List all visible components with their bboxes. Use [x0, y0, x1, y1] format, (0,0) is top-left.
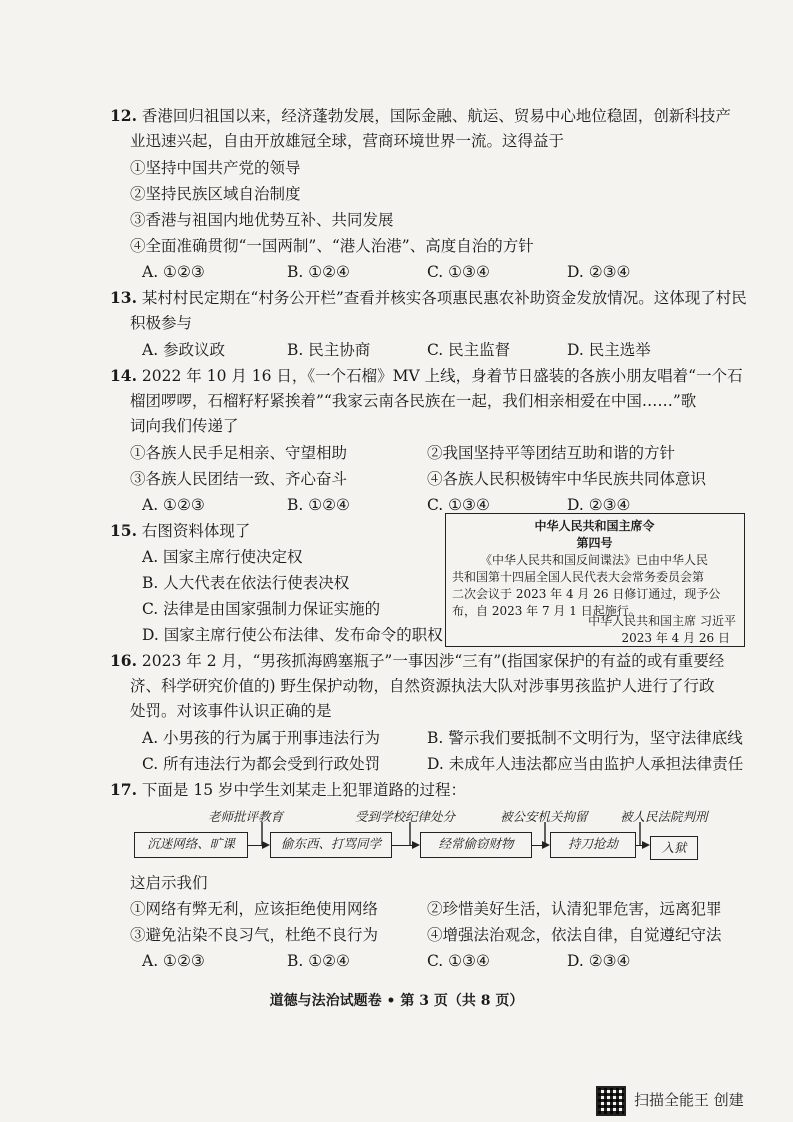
question-16-line-3: 处罚。对该事件认识正确的是 [130, 702, 332, 720]
question-14-statement-1: ①各族人民手足相亲、守望相助 [130, 444, 348, 462]
decree-date: 2023 年 4 月 26 日 [621, 631, 730, 645]
page-footer: 道德与法治试题卷 • 第 3 页（共 8 页） [269, 993, 524, 1009]
question-17-option-d: D. ②③④ [567, 952, 631, 970]
decree-body-line-2: 共和国第十四届全国人民代表大会常务委员会第 [452, 570, 705, 584]
question-17-statement-3: ③避免沾染不良习气，杜绝不良行为 [130, 926, 379, 944]
question-17-statement-2: ②珍惜美好生活，认清犯罪危害，远离犯罪 [427, 900, 722, 918]
question-14-line-2: 榴团啰啰，石榴籽籽紧挨着”“我家云南各民族在一起，我们相亲相爱在中国……”歌 [130, 392, 697, 410]
question-17-option-c: C. ①③④ [427, 952, 490, 970]
question-14-option-c: C. ①③④ [427, 496, 490, 514]
question-15-option-c: C. 法律是由国家强制力保证实施的 [142, 600, 381, 618]
question-number: 12. [110, 106, 137, 125]
question-17-line-2: 这启示我们 [130, 874, 208, 892]
question-14-line-3: 词向我们传递了 [130, 417, 239, 435]
flow-label-court-sentence: 被人民法院判刑 [620, 809, 708, 824]
question-number: 15. [110, 521, 137, 540]
question-12-statement-3: ③香港与祖国内地优势互补、共同发展 [130, 211, 394, 229]
decree-body-line-3: 二次会议于 2023 年 4 月 26 日修订通过，现予公 [452, 587, 721, 601]
flow-step-stealing-fighting: 偷东西、打骂同学 [270, 832, 392, 858]
question-17-option-b: B. ①②④ [287, 952, 350, 970]
question-12-option-d: D. ②③④ [567, 263, 631, 281]
question-12-statement-2: ②坚持民族区域自治制度 [130, 185, 301, 203]
question-16-option-d: D. 未成年人违法都应当由监护人承担法律责任 [427, 755, 744, 773]
question-text: 2023 年 2 月，“男孩抓海鸥塞瓶子”一事因涉“三有”(指国家保护的有益的或有重要经 [141, 652, 725, 670]
flow-label-school-discipline: 受到学校纪律处分 [355, 809, 456, 824]
question-text: 某村村民定期在“村务公开栏”查看并核实各项惠民惠农补助资金发放情况。这体现了村民 [141, 289, 747, 307]
question-12-statement-1: ①坚持中国共产党的领导 [130, 159, 301, 177]
decree-number: 第四号 [576, 536, 613, 550]
question-14-statement-3: ③各族人民团结一致、齐心奋斗 [130, 470, 348, 488]
flow-step-imprisonment: 入狱 [650, 836, 698, 860]
flow-label-teacher-criticism: 老师批评教育 [208, 809, 284, 824]
question-13-option-b: B. 民主协商 [287, 341, 371, 359]
question-14-option-d: D. ②③④ [567, 496, 631, 514]
question-number: 17. [110, 780, 137, 799]
question-17-option-a: A. ①②③ [142, 952, 205, 970]
question-text: 右图资料体现了 [141, 522, 251, 540]
question-12-option-c: C. ①③④ [427, 263, 490, 281]
question-12-line-2: 业迅速兴起，自由开放雄冠全球，营商环境世界一流。这得益于 [130, 132, 565, 150]
question-16-option-b: B. 警示我们要抵制不文明行为，坚守法律底线 [427, 729, 743, 747]
decree-signature: 中华人民共和国主席 习近平 [588, 614, 736, 628]
scanner-watermark: 扫描全能王 创建 [634, 1091, 744, 1109]
question-17-statement-1: ①网络有弊无利，应该拒绝使用网络 [130, 900, 379, 918]
decree-title: 中华人民共和国主席令 [534, 519, 655, 533]
question-16-option-c: C. 所有违法行为都会受到行政处罚 [142, 755, 381, 773]
question-13-option-d: D. 民主选举 [567, 341, 651, 359]
question-14-option-b: B. ①②④ [287, 496, 350, 514]
question-12-statement-4: ④全面准确贯彻“一国两制”、“港人治港”、高度自治的方针 [130, 237, 534, 255]
question-16-option-a: A. 小男孩的行为属于刑事违法行为 [142, 729, 381, 747]
question-number: 14. [110, 366, 137, 385]
flow-step-internet-addiction: 沉迷网络、旷课 [134, 832, 248, 858]
question-number: 16. [110, 651, 137, 670]
question-16-line-2: 济、科学研究价值的) 野生保护动物，自然资源执法大队对涉事男孩监护人进行了行政 [130, 677, 715, 695]
qr-code-icon [596, 1086, 626, 1116]
flow-step-armed-robbery: 持刀抢劫 [550, 832, 636, 858]
question-14-option-a: A. ①②③ [142, 496, 205, 514]
question-15-option-a: A. 国家主席行使决定权 [142, 548, 303, 566]
question-15-option-b: B. 人大代表在依法行使表决权 [142, 574, 350, 592]
question-13-option-c: C. 民主监督 [427, 341, 511, 359]
question-14-statement-2: ②我国坚持平等团结互助和谐的方针 [427, 444, 676, 462]
decree-body-line-1: 《中华人民共和国反间谍法》已由中华人民 [480, 553, 709, 567]
question-12-option-a: A. ①②③ [142, 263, 205, 281]
flow-step-frequent-theft: 经常偷窃财物 [420, 832, 532, 858]
question-number: 13. [110, 288, 137, 307]
question-13-option-a: A. 参政议政 [142, 341, 226, 359]
question-text: 下面是 15 岁中学生刘某走上犯罪道路的过程： [141, 781, 466, 799]
flow-label-police-detention: 被公安机关拘留 [500, 809, 588, 824]
question-17-statement-4: ④增强法治观念，依法自律，自觉遵纪守法 [427, 926, 722, 944]
question-15-option-d: D. 国家主席行使公布法律、发布命令的职权 [142, 626, 443, 644]
question-14-statement-4: ④各族人民积极铸牢中华民族共同体意识 [427, 470, 707, 488]
question-12-option-b: B. ①②④ [287, 263, 350, 281]
question-text: 2022 年 10 月 16 日，《一个石榴》MV 上线，身着节日盛装的各族小朋友唱着“一个石 [141, 367, 743, 385]
decree-body-line-4: 布，自 2023 年 7 月 1 日起施行。 [452, 604, 641, 618]
question-text: 香港回归祖国以来，经济蓬勃发展，国际金融、航运、贸易中心地位稳固，创新科技产 [141, 107, 731, 125]
question-13-line-2: 积极参与 [130, 314, 193, 332]
